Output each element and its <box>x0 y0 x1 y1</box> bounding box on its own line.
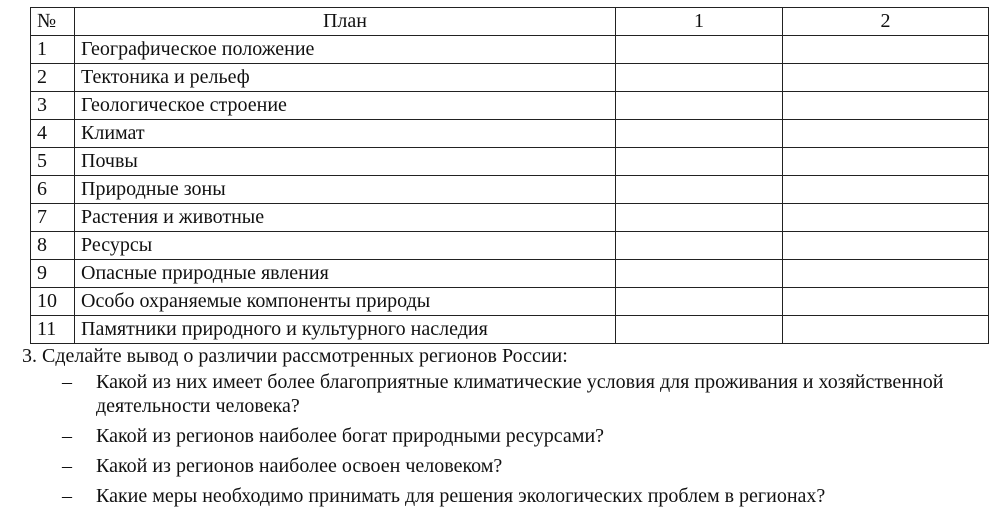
row-number: 11 <box>31 316 75 344</box>
row-cell-region-1[interactable] <box>616 176 783 204</box>
row-cell-region-1[interactable] <box>616 204 783 232</box>
row-cell-region-2[interactable] <box>783 232 989 260</box>
question-text: Какой из регионов наиболее богат природными ресурсами? <box>96 425 605 447</box>
row-plan-item: Памятники природного и культурного наследия <box>75 316 616 344</box>
header-number: № <box>31 8 75 36</box>
row-plan-item: Почвы <box>75 148 616 176</box>
row-cell-region-2[interactable] <box>783 120 989 148</box>
row-cell-region-2[interactable] <box>783 64 989 92</box>
table-row <box>31 260 989 288</box>
header-plan: План <box>75 8 616 36</box>
dash-bullet: – <box>62 485 72 507</box>
dash-bullet: – <box>62 425 72 447</box>
dash-bullet: – <box>62 371 72 393</box>
row-number: 9 <box>31 260 75 288</box>
table-row <box>31 64 989 92</box>
row-cell-region-1[interactable] <box>616 316 783 344</box>
row-plan-item: Климат <box>75 120 616 148</box>
table-row <box>31 36 989 64</box>
row-plan-item: Растения и животные <box>75 204 616 232</box>
row-cell-region-2[interactable] <box>783 176 989 204</box>
row-plan-item: Природные зоны <box>75 176 616 204</box>
table-row <box>31 316 989 344</box>
row-cell-region-2[interactable] <box>783 148 989 176</box>
row-number: 2 <box>31 64 75 92</box>
row-cell-region-2[interactable] <box>783 92 989 120</box>
table-header-row <box>31 8 989 36</box>
row-cell-region-1[interactable] <box>616 260 783 288</box>
row-cell-region-2[interactable] <box>783 260 989 288</box>
row-number: 4 <box>31 120 75 148</box>
table-row <box>31 204 989 232</box>
list-item <box>0 424 976 448</box>
table-row <box>31 232 989 260</box>
row-cell-region-1[interactable] <box>616 64 783 92</box>
row-cell-region-2[interactable] <box>783 288 989 316</box>
row-number: 7 <box>31 204 75 232</box>
row-cell-region-1[interactable] <box>616 120 783 148</box>
question-text: Какой из них имеет более благоприятные климатические условия для проживания и хозяйственной деятельности человека? <box>96 371 944 417</box>
row-plan-item: Особо охраняемые компоненты природы <box>75 288 616 316</box>
row-plan-item: Геологическое строение <box>75 92 616 120</box>
row-cell-region-1[interactable] <box>616 232 783 260</box>
row-cell-region-1[interactable] <box>616 148 783 176</box>
row-number: 5 <box>31 148 75 176</box>
row-plan-item: Географическое положение <box>75 36 616 64</box>
row-cell-region-2[interactable] <box>783 36 989 64</box>
table-row <box>31 288 989 316</box>
row-plan-item: Опасные природные явления <box>75 260 616 288</box>
row-number: 1 <box>31 36 75 64</box>
list-item <box>0 454 976 478</box>
dash-bullet: – <box>62 455 72 477</box>
table-row <box>31 92 989 120</box>
row-cell-region-2[interactable] <box>783 204 989 232</box>
row-number: 6 <box>31 176 75 204</box>
header-region-2: 2 <box>783 8 989 36</box>
task-heading: 3. Сделайте вывод о различии рассмотренных регионов России: <box>22 345 568 367</box>
plan-table <box>30 7 989 344</box>
list-item <box>0 484 976 508</box>
question-list <box>0 370 976 514</box>
row-plan-item: Тектоника и рельеф <box>75 64 616 92</box>
question-text: Какой из регионов наиболее освоен человеком? <box>96 455 503 477</box>
row-number: 3 <box>31 92 75 120</box>
row-cell-region-1[interactable] <box>616 92 783 120</box>
row-number: 10 <box>31 288 75 316</box>
header-region-1: 1 <box>616 8 783 36</box>
row-number: 8 <box>31 232 75 260</box>
row-cell-region-1[interactable] <box>616 288 783 316</box>
row-cell-region-1[interactable] <box>616 36 783 64</box>
row-plan-item: Ресурсы <box>75 232 616 260</box>
table-row <box>31 148 989 176</box>
list-item <box>0 370 976 418</box>
table-row <box>31 120 989 148</box>
row-cell-region-2[interactable] <box>783 316 989 344</box>
question-text: Какие меры необходимо принимать для решения экологических проблем в регионах? <box>96 485 826 507</box>
table-row <box>31 176 989 204</box>
